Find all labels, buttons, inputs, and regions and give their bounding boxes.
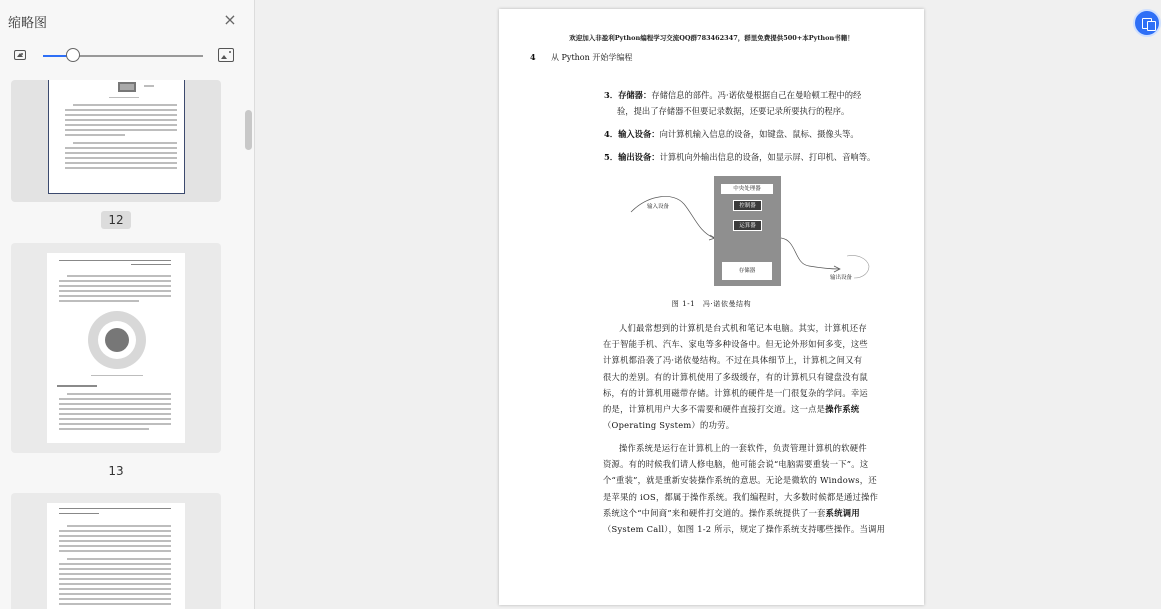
text-line: 标，有的计算机用磁带存储。计算机的硬件是一门很复杂的学问。幸运: [603, 387, 868, 398]
image-large-icon[interactable]: [218, 48, 234, 62]
document-page: [499, 9, 924, 605]
thumbnail-page-14[interactable]: [11, 493, 221, 609]
bold-term: 系统调用: [825, 507, 860, 518]
slider-thumb[interactable]: [66, 48, 80, 62]
bold-term: 操作系统: [825, 404, 860, 415]
thumbnail-preview: [47, 503, 185, 609]
list-item-label: 4．输入设备：: [604, 129, 660, 139]
cpu-label: 中央处理器: [721, 184, 773, 194]
list-item: [604, 149, 902, 166]
list-item-text: 计算机向外输出信息的设备，如显示屏、打印机、音响等。: [659, 152, 876, 162]
image-small-icon[interactable]: [14, 50, 26, 60]
text-line: 很大的差别。有的计算机使用了多级缓存，有的计算机只有键盘没有鼠: [603, 371, 868, 382]
text-line: （System Call），如图 1-2 所示，规定了操作系统支持哪些操作。当调用: [603, 524, 886, 535]
thumbnail-page-12[interactable]: [11, 80, 221, 202]
control-unit-box: 控制器: [733, 200, 762, 211]
sidebar-scrollbar[interactable]: [245, 85, 252, 605]
list-item: [604, 126, 902, 143]
text-run: 的是，计算机用户大多不需要和硬件直接打交道。这一点是: [603, 404, 826, 415]
list-item: [604, 87, 902, 104]
text-line: 是苹果的 iOS，都属于操作系统。我们编程时，大多数时候都是通过操作: [603, 491, 879, 502]
output-device-label: 输出设备: [830, 275, 853, 281]
close-icon[interactable]: ×: [223, 10, 237, 29]
text-run: 系统这个“中间商”来和硬件打交道的。操作系统提供了一套: [603, 507, 826, 518]
input-device-label: 输入设备: [647, 204, 670, 210]
text-line: [603, 401, 901, 417]
paragraph: [603, 320, 901, 433]
list-item-text: 存储信息的部件。冯·诺依曼根据自己在曼哈顿工程中的经: [651, 90, 862, 100]
list-item-text: 向计算机输入信息的设备，如键盘、鼠标、摄像头等。: [659, 129, 859, 139]
thumbnail-page-13[interactable]: [11, 243, 221, 453]
text-line: 计算机都沿袭了冯·诺依曼结构。不过在具体细节上，计算机之间又有: [603, 355, 863, 366]
list-item-label: 5．输出设备：: [604, 152, 660, 162]
text-line: 操作系统是运行在计算机上的一套软件，负责管理计算机的软硬件: [619, 443, 867, 453]
thumbnail-sidebar: [0, 0, 255, 609]
text-line: 资源。有的时候我们请人修电脑，他可能会说“电脑需要重装一下”。这: [603, 459, 869, 470]
text-line: 在于智能手机、汽车、家电等多种设备中。但无论外形如何多变，这些: [603, 339, 868, 350]
memory-box: 存储器: [722, 262, 772, 280]
alu-box: 运算器: [733, 220, 762, 231]
thumbnail-preview: [47, 253, 185, 443]
floating-action-button[interactable]: [1133, 9, 1161, 37]
text-line: 个“重装”，就是重新安装操作系统的意思。无论是微软的 Windows，还: [603, 475, 877, 486]
text-line: [603, 505, 901, 521]
list-item-label: 3．存储器：: [604, 90, 652, 100]
sidebar-title: 缩略图: [8, 16, 48, 31]
text-line: 人们最常想到的计算机是台式机和笔记本电脑。其实，计算机还存: [619, 323, 867, 333]
paragraph: [603, 440, 901, 537]
thumbnail-page-number: 13: [108, 464, 124, 478]
running-header: 从 Python 开始学编程: [551, 53, 633, 62]
thumbnail-page-number: 12: [101, 211, 131, 229]
page-banner: 欢迎加入非盈利Python编程学习交流QQ群783462347，群里免费提供500+本Python书籍！: [569, 34, 854, 42]
von-neumann-diagram: [629, 174, 874, 294]
text-line: （Operating System）的功劳。: [603, 420, 735, 431]
list-item-continuation: 验，提出了存储器不但要记录数据，还要记录所要执行的程序。: [617, 106, 850, 116]
scrollbar-thumb[interactable]: [245, 110, 252, 150]
figure-caption: 图 1-1 冯·诺依曼结构: [671, 300, 752, 308]
page-number: 4: [530, 52, 536, 62]
document-viewer[interactable]: [256, 0, 1161, 609]
thumbnail-preview: [48, 80, 185, 194]
cpu-box: [714, 176, 781, 286]
